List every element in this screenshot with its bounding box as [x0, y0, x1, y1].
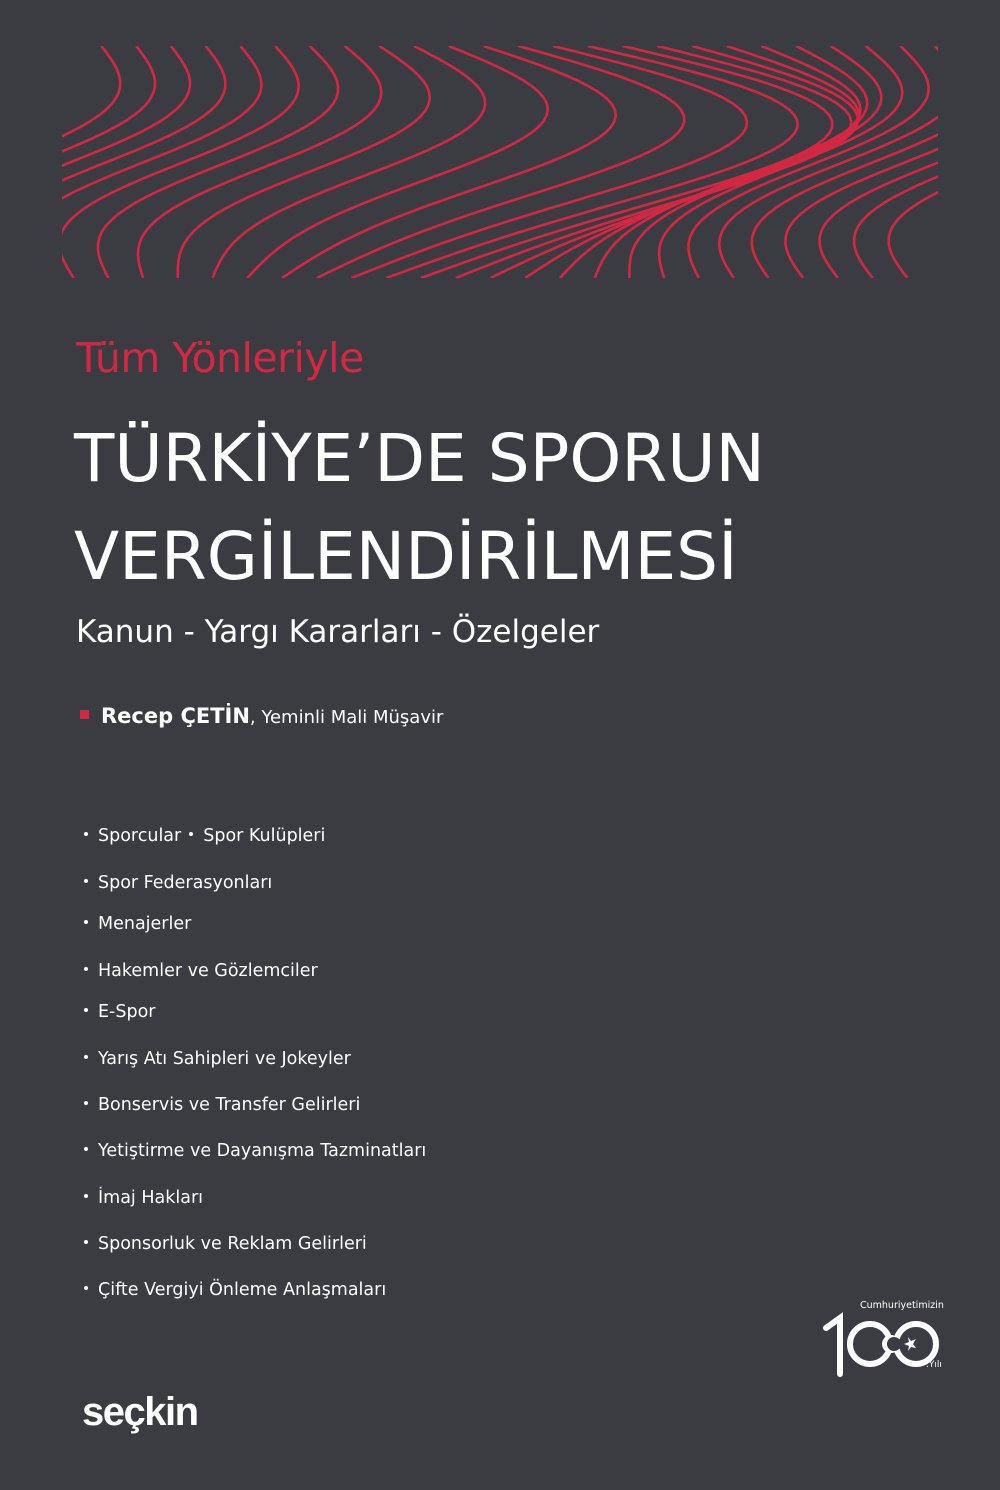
topic-label: Yarış Atı Sahipleri ve Jokeyler: [98, 1049, 351, 1069]
topic-label: Yetiştirme ve Dayanışma Tazminatları: [98, 1141, 427, 1161]
topic-item: [84, 1280, 386, 1300]
book-subtitle: Kanun - Yargı Kararları - Özelgeler: [76, 614, 600, 650]
author-role: , Yeminli Mali Müşavir: [249, 707, 444, 728]
topic-label: İmaj Hakları: [98, 1188, 204, 1208]
topic-label: Çifte Vergiyi Önleme Anlaşmaları: [98, 1280, 387, 1300]
topic-label: Menajerler: [98, 914, 192, 934]
series-title: Tüm Yönleriyle: [76, 334, 364, 382]
bullet-icon: [84, 832, 88, 836]
bullet-icon: [84, 879, 88, 883]
topic-label: Spor Kulüpleri: [203, 826, 326, 846]
bullet-icon: [84, 967, 88, 971]
author-name: Recep ÇETİN: [101, 704, 250, 728]
topic-label: E-Spor: [98, 1002, 156, 1022]
bullet-icon: [84, 1101, 88, 1105]
title-line-1: TÜRKİYE’DE SPORUN: [74, 420, 765, 497]
topic-label: Bonservis ve Transfer Gelirleri: [98, 1095, 361, 1115]
centenary-top-text: Cumhuriyetimizin: [860, 1300, 944, 1311]
topic-item: [84, 1002, 156, 1022]
topic-item: [84, 1141, 426, 1161]
topic-item: [84, 1188, 203, 1208]
bullet-icon: [84, 1008, 88, 1012]
topic-label: Hakemler ve Gözlemciler: [98, 961, 318, 981]
publisher-logo: seçkin: [82, 1390, 198, 1434]
topic-label: Spor Federasyonları: [98, 873, 273, 893]
topic-label: Sporcular: [98, 826, 182, 846]
topic-item: [84, 914, 191, 934]
bullet-icon: [84, 1147, 88, 1151]
topic-item: [84, 1095, 360, 1115]
bullet-icon: [84, 1055, 88, 1059]
bullet-icon: [84, 1240, 88, 1244]
topic-item: [84, 961, 318, 981]
title-line-2: VERGİLENDİRİLMESİ: [74, 518, 738, 595]
topic-item: [84, 1049, 351, 1069]
topic-list: [84, 0, 584, 1330]
centenary-bottom-text: .Yılı: [926, 1360, 942, 1370]
bullet-icon: [189, 832, 193, 836]
topic-item: [84, 1234, 367, 1254]
bullet-icon: [84, 1286, 88, 1290]
wave-line: [889, 46, 938, 278]
topic-item: [84, 873, 272, 893]
topic-item: [84, 826, 325, 846]
bullet-icon: [84, 1194, 88, 1198]
centenary-logo: [820, 1298, 950, 1380]
bullet-icon: [84, 920, 88, 924]
wave-line: [854, 46, 938, 278]
topic-label: Sponsorluk ve Reklam Gelirleri: [98, 1234, 367, 1254]
